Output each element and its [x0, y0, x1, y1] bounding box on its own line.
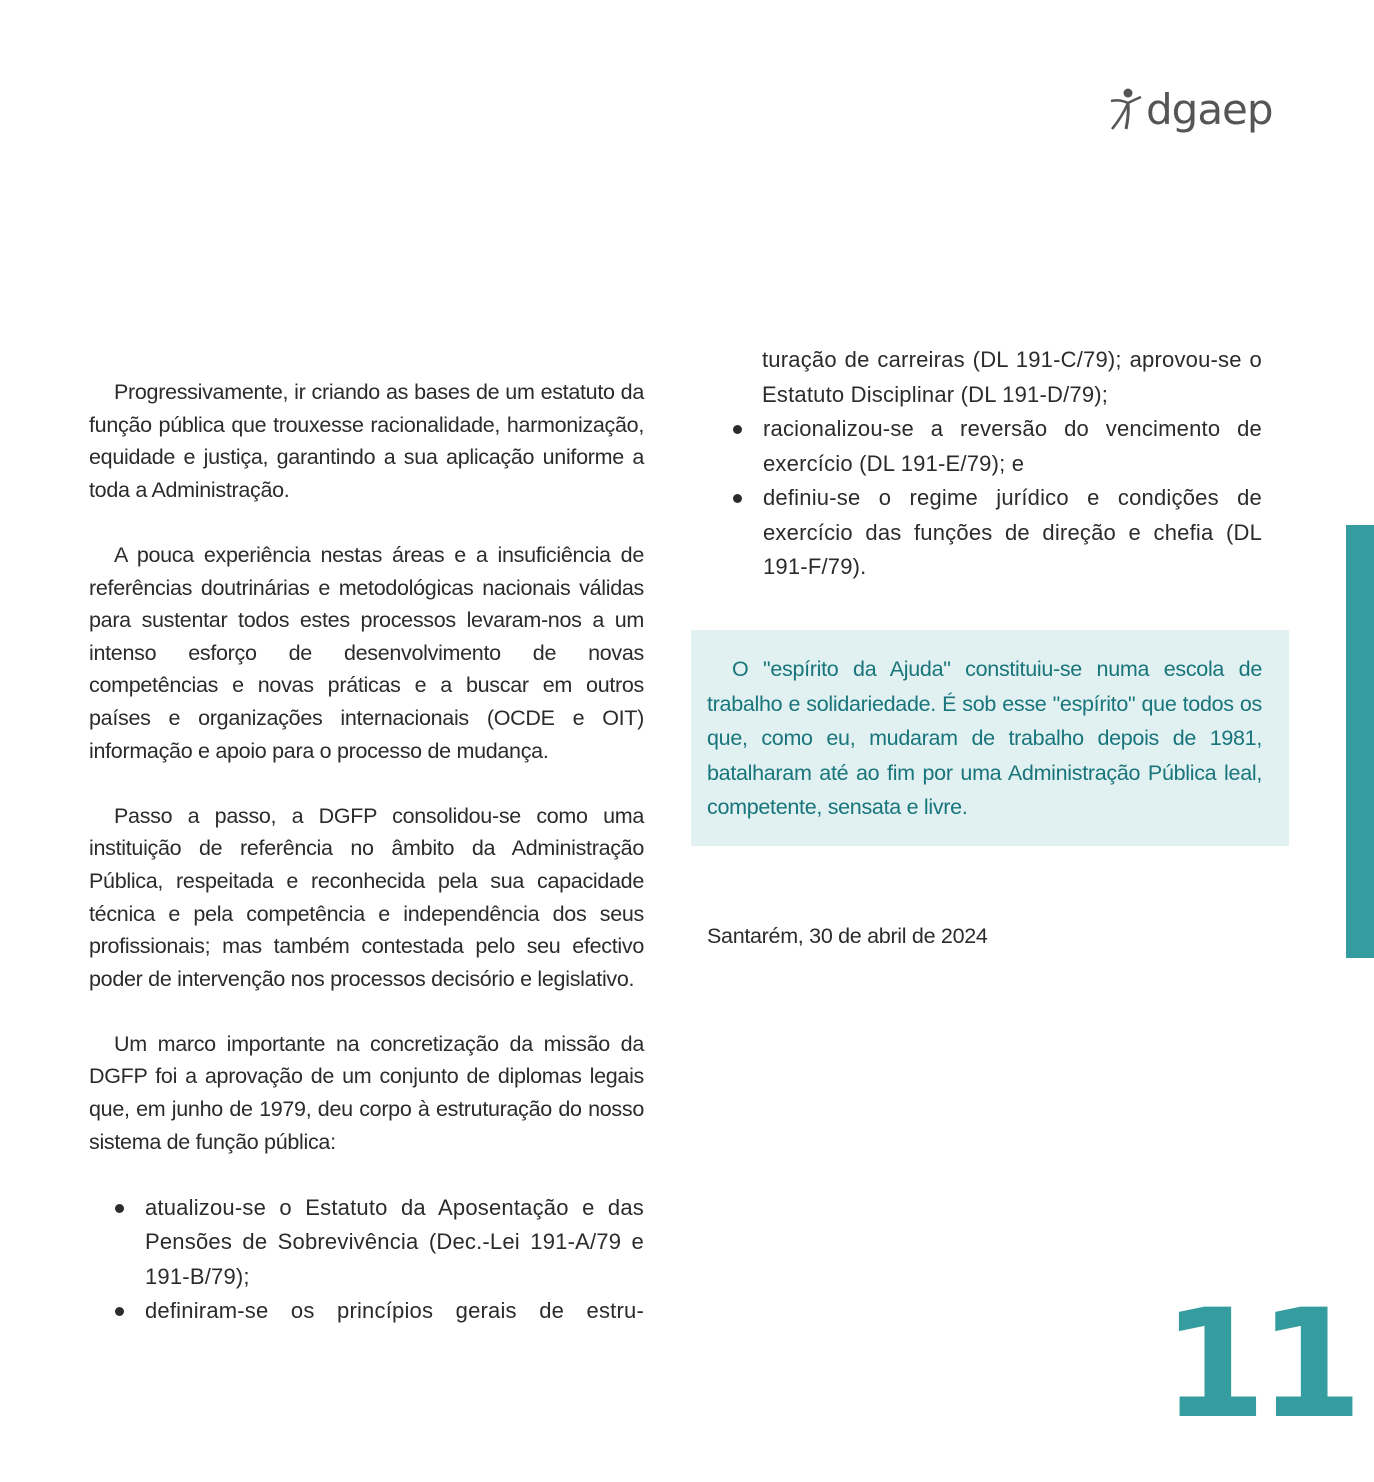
- list-item: [89, 1294, 644, 1329]
- paragraph: Passo a passo, a DGFP consolidou-se como uma instituição de referência no âmbito da Administração Pública, respeitada e reconhecida pela sua capacidade técnica e pela competência e independência dos seus profissionais; mas também contestada pelo seu efectivo poder de intervenção nos processos decisório e legislativo.: [89, 803, 644, 991]
- accent-side-bar: [1346, 525, 1374, 958]
- right-column: [707, 343, 1262, 585]
- list-item: [707, 481, 1262, 585]
- list-item-continuation-text: turação de carreiras (DL 191-C/79); aprovou-se o Estatuto Disciplinar (DL 191-D/79);: [762, 347, 1262, 407]
- place-date-signoff: Santarém, 30 de abril de 2024: [707, 924, 988, 948]
- list-item-text: racionalizou-se a reversão do vencimento de exercício (DL 191-E/79); e: [763, 416, 1262, 476]
- bullet-icon: [733, 425, 742, 434]
- list-item: [89, 1191, 644, 1295]
- list-item-text: definiram-se os princípios gerais de estru-: [145, 1298, 644, 1324]
- bullet-continuation: [707, 343, 1262, 412]
- left-column: [89, 376, 644, 1329]
- quote-text: O "espírito da Ajuda" constituiu-se numa escola de trabalho e solidariedade. É sob esse "espírito" que todos os que, como eu, mudaram de trabalho depois de 1981, batalharam até ao fim por uma Administração Pública leal, competente, sensata e livre.: [707, 657, 1262, 819]
- list-item: [707, 412, 1262, 481]
- paragraph: Progressivamente, ir criando as bases de um estatuto da função pública que trouxesse racionalidade, harmonização, equidade e justiça, garantindo a sua aplicação uniforme a toda a Administração.: [89, 380, 644, 502]
- paragraph: Um marco importante na concretização da missão da DGFP foi a aprovação de um conjunto de diplomas legais que, em junho de 1979, deu corpo à estruturação do nosso sistema de função pública:: [89, 1031, 644, 1154]
- bullet-icon: [115, 1204, 124, 1213]
- bullet-list: [89, 1191, 644, 1329]
- bullet-icon: [733, 494, 742, 503]
- dgaep-logo: [1108, 84, 1273, 136]
- person-figure-icon: [1108, 87, 1142, 133]
- page-number: 11: [1162, 1278, 1355, 1452]
- logo-text: dgaep: [1146, 85, 1273, 134]
- bullet-icon: [115, 1307, 124, 1316]
- bullet-list: [707, 412, 1262, 585]
- highlight-quote-box: [691, 630, 1289, 846]
- list-item-text: definiu-se o regime jurídico e condições de exercício das funções de direção e chefia (DL 191-F/79).: [763, 485, 1262, 579]
- paragraph: A pouca experiência nestas áreas e a insuficiência de referências doutrinárias e metodológicas nacionais válidas para sustentar todos estes processos levaram-nos a um intenso esforço de desenvolvimento de novas competências e novas práticas e a buscar em outros países e organizações internacionais (OCDE e OIT) informação e apoio para o processo de mudança.: [89, 542, 644, 763]
- list-item-text: atualizou-se o Estatuto da Aposentação e das Pensões de Sobrevivência (Dec.-Lei 191-A/79 e 191-B/79);: [145, 1194, 644, 1289]
